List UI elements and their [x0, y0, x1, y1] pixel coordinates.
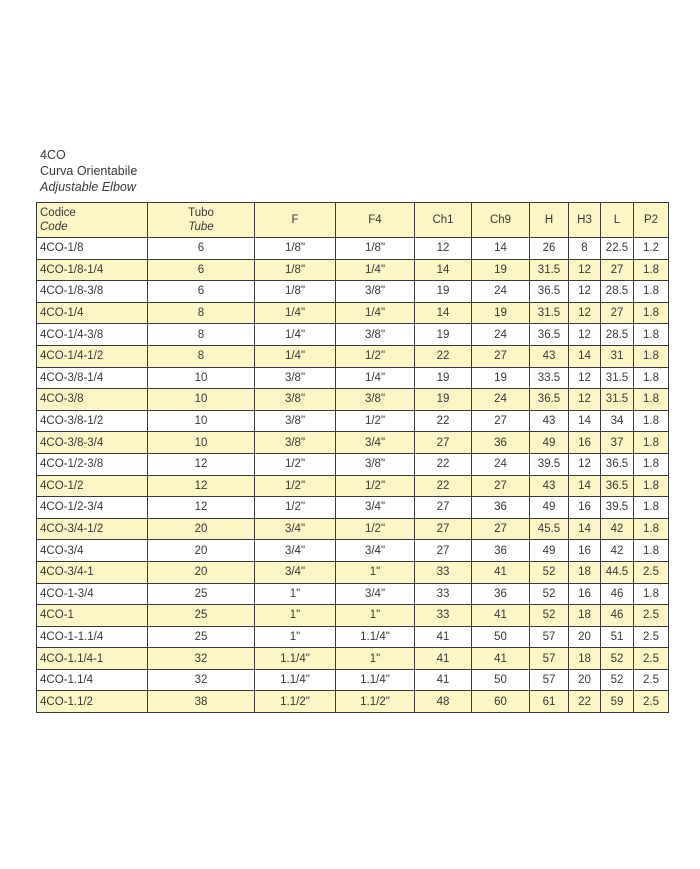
table-row — [37, 518, 669, 540]
cell-h3: 16 — [569, 583, 601, 605]
cell-h3: 8 — [569, 238, 601, 260]
cell-l: 42 — [601, 540, 634, 562]
cell-code: 4CO-1-3/4 — [37, 583, 148, 605]
cell-code: 4CO-1 — [37, 605, 148, 627]
cell-f: 1.1/4" — [255, 669, 336, 691]
cell-f: 3/8" — [255, 432, 336, 454]
cell-h: 49 — [530, 540, 569, 562]
cell-l: 46 — [601, 583, 634, 605]
cell-p2: 1.8 — [634, 432, 669, 454]
cell-f4: 3/8" — [336, 324, 415, 346]
cell-f4: 3/4" — [336, 583, 415, 605]
cell-h3: 12 — [569, 281, 601, 303]
header-code — [37, 203, 148, 238]
cell-code: 4CO-1/4-3/8 — [37, 324, 148, 346]
cell-f4: 1/4" — [336, 367, 415, 389]
table-row — [37, 259, 669, 281]
cell-ch1: 33 — [415, 583, 472, 605]
cell-f4: 1/4" — [336, 259, 415, 281]
cell-h3: 18 — [569, 561, 601, 583]
table-row — [37, 324, 669, 346]
header-p2: P2 — [634, 203, 669, 238]
cell-f4: 1/2" — [336, 345, 415, 367]
cell-tube: 10 — [148, 410, 255, 432]
cell-h: 43 — [530, 410, 569, 432]
cell-tube: 12 — [148, 497, 255, 519]
cell-ch9: 24 — [472, 453, 530, 475]
cell-p2: 1.8 — [634, 453, 669, 475]
cell-code: 4CO-1/8-1/4 — [37, 259, 148, 281]
cell-tube: 10 — [148, 432, 255, 454]
cell-ch9: 27 — [472, 410, 530, 432]
cell-p2: 2.5 — [634, 648, 669, 670]
cell-ch1: 27 — [415, 432, 472, 454]
cell-ch9: 50 — [472, 669, 530, 691]
cell-h: 36.5 — [530, 389, 569, 411]
cell-l: 51 — [601, 626, 634, 648]
cell-code: 4CO-1/8-3/8 — [37, 281, 148, 303]
cell-ch1: 33 — [415, 605, 472, 627]
cell-l: 31.5 — [601, 389, 634, 411]
cell-ch9: 24 — [472, 281, 530, 303]
cell-p2: 2.5 — [634, 626, 669, 648]
cell-h3: 22 — [569, 691, 601, 713]
cell-f4: 1" — [336, 561, 415, 583]
cell-code: 4CO-3/8-3/4 — [37, 432, 148, 454]
cell-h: 49 — [530, 497, 569, 519]
cell-f4: 1.1/2" — [336, 691, 415, 713]
cell-h: 26 — [530, 238, 569, 260]
cell-ch1: 33 — [415, 561, 472, 583]
cell-ch9: 27 — [472, 518, 530, 540]
cell-p2: 2.5 — [634, 561, 669, 583]
cell-tube: 25 — [148, 626, 255, 648]
cell-p2: 1.8 — [634, 345, 669, 367]
cell-code: 4CO-1/2 — [37, 475, 148, 497]
cell-ch9: 36 — [472, 540, 530, 562]
cell-f4: 1.1/4" — [336, 626, 415, 648]
cell-l: 27 — [601, 259, 634, 281]
cell-tube: 20 — [148, 540, 255, 562]
cell-h3: 16 — [569, 432, 601, 454]
cell-l: 34 — [601, 410, 634, 432]
cell-f: 3/8" — [255, 389, 336, 411]
header-f: F — [255, 203, 336, 238]
table-body — [37, 238, 669, 713]
cell-tube: 8 — [148, 345, 255, 367]
cell-h3: 12 — [569, 453, 601, 475]
cell-f: 1/2" — [255, 475, 336, 497]
cell-p2: 1.8 — [634, 389, 669, 411]
cell-h: 39.5 — [530, 453, 569, 475]
cell-ch1: 48 — [415, 691, 472, 713]
cell-ch9: 19 — [472, 259, 530, 281]
cell-h: 49 — [530, 432, 569, 454]
cell-l: 59 — [601, 691, 634, 713]
cell-f4: 1/4" — [336, 302, 415, 324]
cell-p2: 1.8 — [634, 281, 669, 303]
cell-tube: 6 — [148, 281, 255, 303]
cell-ch1: 19 — [415, 281, 472, 303]
cell-tube: 20 — [148, 561, 255, 583]
cell-h: 43 — [530, 345, 569, 367]
dimensions-table — [36, 202, 669, 713]
cell-tube: 12 — [148, 453, 255, 475]
cell-h3: 12 — [569, 367, 601, 389]
cell-ch1: 22 — [415, 453, 472, 475]
cell-f4: 1/8" — [336, 238, 415, 260]
cell-ch1: 27 — [415, 497, 472, 519]
cell-p2: 1.8 — [634, 540, 669, 562]
cell-code: 4CO-1/4 — [37, 302, 148, 324]
cell-h: 36.5 — [530, 281, 569, 303]
cell-ch9: 27 — [472, 475, 530, 497]
cell-f: 1" — [255, 605, 336, 627]
cell-h3: 12 — [569, 259, 601, 281]
cell-p2: 2.5 — [634, 691, 669, 713]
cell-p2: 1.8 — [634, 475, 669, 497]
cell-code: 4CO-1-1.1/4 — [37, 626, 148, 648]
cell-l: 31 — [601, 345, 634, 367]
table-row — [37, 238, 669, 260]
cell-ch9: 14 — [472, 238, 530, 260]
cell-f: 1/8" — [255, 259, 336, 281]
cell-f4: 1/2" — [336, 518, 415, 540]
header-ch1: Ch1 — [415, 203, 472, 238]
header-row — [37, 203, 669, 238]
cell-tube: 6 — [148, 238, 255, 260]
table-row — [37, 345, 669, 367]
cell-h: 33.5 — [530, 367, 569, 389]
cell-tube: 6 — [148, 259, 255, 281]
cell-p2: 2.5 — [634, 605, 669, 627]
cell-ch1: 22 — [415, 410, 472, 432]
cell-h3: 16 — [569, 497, 601, 519]
cell-h: 45.5 — [530, 518, 569, 540]
cell-f4: 3/4" — [336, 540, 415, 562]
table-header — [37, 203, 669, 238]
cell-ch1: 41 — [415, 669, 472, 691]
cell-f: 1/2" — [255, 453, 336, 475]
cell-ch1: 12 — [415, 238, 472, 260]
cell-code: 4CO-1.1/4 — [37, 669, 148, 691]
header-code-english: Code — [40, 221, 68, 233]
cell-f: 3/8" — [255, 367, 336, 389]
cell-p2: 1.8 — [634, 302, 669, 324]
cell-f: 1/4" — [255, 324, 336, 346]
cell-f: 1/2" — [255, 497, 336, 519]
cell-l: 39.5 — [601, 497, 634, 519]
table-row — [37, 626, 669, 648]
cell-f4: 3/4" — [336, 432, 415, 454]
cell-code: 4CO-3/4-1/2 — [37, 518, 148, 540]
table-row — [37, 561, 669, 583]
cell-f: 3/4" — [255, 540, 336, 562]
cell-h3: 18 — [569, 605, 601, 627]
cell-l: 22.5 — [601, 238, 634, 260]
cell-p2: 1.8 — [634, 410, 669, 432]
cell-tube: 25 — [148, 583, 255, 605]
cell-ch9: 24 — [472, 389, 530, 411]
cell-f4: 3/4" — [336, 497, 415, 519]
cell-code: 4CO-1/4-1/2 — [37, 345, 148, 367]
cell-tube: 32 — [148, 648, 255, 670]
cell-h3: 20 — [569, 669, 601, 691]
cell-p2: 1.8 — [634, 259, 669, 281]
cell-f4: 3/8" — [336, 453, 415, 475]
table-row — [37, 540, 669, 562]
cell-f: 1" — [255, 626, 336, 648]
header-h: H — [530, 203, 569, 238]
cell-h3: 12 — [569, 302, 601, 324]
cell-h3: 14 — [569, 345, 601, 367]
cell-f4: 1/2" — [336, 410, 415, 432]
cell-ch1: 19 — [415, 324, 472, 346]
cell-code: 4CO-1/2-3/8 — [37, 453, 148, 475]
cell-tube: 38 — [148, 691, 255, 713]
header-tube-italian: Tubo — [188, 207, 214, 219]
cell-code: 4CO-1/2-3/4 — [37, 497, 148, 519]
cell-p2: 1.8 — [634, 367, 669, 389]
cell-tube: 10 — [148, 367, 255, 389]
cell-h: 52 — [530, 561, 569, 583]
cell-ch1: 41 — [415, 626, 472, 648]
cell-code: 4CO-1/8 — [37, 238, 148, 260]
cell-p2: 1.8 — [634, 518, 669, 540]
cell-f4: 1.1/4" — [336, 669, 415, 691]
cell-l: 37 — [601, 432, 634, 454]
table-row — [37, 475, 669, 497]
cell-ch1: 27 — [415, 518, 472, 540]
cell-ch1: 14 — [415, 259, 472, 281]
cell-h: 52 — [530, 583, 569, 605]
cell-f: 1/4" — [255, 345, 336, 367]
header-ch9: Ch9 — [472, 203, 530, 238]
cell-f: 1/8" — [255, 238, 336, 260]
cell-tube: 12 — [148, 475, 255, 497]
cell-h: 43 — [530, 475, 569, 497]
cell-tube: 8 — [148, 324, 255, 346]
cell-tube: 10 — [148, 389, 255, 411]
cell-h3: 12 — [569, 389, 601, 411]
header-code-italian: Codice — [40, 207, 76, 219]
cell-ch9: 19 — [472, 302, 530, 324]
cell-ch9: 41 — [472, 648, 530, 670]
cell-ch9: 27 — [472, 345, 530, 367]
cell-ch9: 60 — [472, 691, 530, 713]
table-row — [37, 389, 669, 411]
cell-h: 57 — [530, 648, 569, 670]
cell-f: 3/4" — [255, 518, 336, 540]
cell-code: 4CO-3/8-1/4 — [37, 367, 148, 389]
cell-ch9: 24 — [472, 324, 530, 346]
cell-code: 4CO-1.1/4-1 — [37, 648, 148, 670]
table-row — [37, 691, 669, 713]
cell-h3: 14 — [569, 475, 601, 497]
header-tube-english: Tube — [188, 221, 214, 233]
table-row — [37, 648, 669, 670]
cell-h: 31.5 — [530, 302, 569, 324]
cell-ch1: 19 — [415, 389, 472, 411]
cell-p2: 1.8 — [634, 324, 669, 346]
cell-f: 1.1/2" — [255, 691, 336, 713]
cell-h: 61 — [530, 691, 569, 713]
cell-ch9: 19 — [472, 367, 530, 389]
cell-l: 27 — [601, 302, 634, 324]
cell-p2: 1.2 — [634, 238, 669, 260]
cell-code: 4CO-3/4-1 — [37, 561, 148, 583]
cell-f: 1/4" — [255, 302, 336, 324]
cell-code: 4CO-3/8 — [37, 389, 148, 411]
cell-f4: 3/8" — [336, 281, 415, 303]
cell-l: 52 — [601, 648, 634, 670]
cell-ch1: 41 — [415, 648, 472, 670]
table-row — [37, 281, 669, 303]
document-heading — [40, 147, 137, 195]
cell-ch9: 50 — [472, 626, 530, 648]
cell-f: 3/8" — [255, 410, 336, 432]
table-row — [37, 497, 669, 519]
cell-h: 57 — [530, 626, 569, 648]
cell-h3: 12 — [569, 324, 601, 346]
cell-ch9: 41 — [472, 605, 530, 627]
cell-h: 36.5 — [530, 324, 569, 346]
cell-tube: 25 — [148, 605, 255, 627]
cell-h: 52 — [530, 605, 569, 627]
cell-tube: 8 — [148, 302, 255, 324]
cell-l: 42 — [601, 518, 634, 540]
header-h3: H3 — [569, 203, 601, 238]
cell-p2: 1.8 — [634, 497, 669, 519]
cell-code: 4CO-3/8-1/2 — [37, 410, 148, 432]
product-code: 4CO — [40, 148, 66, 162]
cell-ch1: 14 — [415, 302, 472, 324]
cell-ch1: 19 — [415, 367, 472, 389]
table-row — [37, 410, 669, 432]
cell-ch1: 22 — [415, 475, 472, 497]
cell-l: 44.5 — [601, 561, 634, 583]
cell-f: 1" — [255, 583, 336, 605]
cell-p2: 2.5 — [634, 669, 669, 691]
cell-f4: 1" — [336, 648, 415, 670]
header-l: L — [601, 203, 634, 238]
cell-ch9: 36 — [472, 432, 530, 454]
cell-l: 28.5 — [601, 324, 634, 346]
cell-code: 4CO-1.1/2 — [37, 691, 148, 713]
cell-ch1: 22 — [415, 345, 472, 367]
product-name-italian: Curva Orientabile — [40, 164, 138, 178]
cell-h: 31.5 — [530, 259, 569, 281]
cell-f: 1/8" — [255, 281, 336, 303]
table-row — [37, 432, 669, 454]
cell-h: 57 — [530, 669, 569, 691]
cell-f: 3/4" — [255, 561, 336, 583]
cell-tube: 32 — [148, 669, 255, 691]
cell-l: 28.5 — [601, 281, 634, 303]
cell-code: 4CO-3/4 — [37, 540, 148, 562]
cell-tube: 20 — [148, 518, 255, 540]
cell-h3: 20 — [569, 626, 601, 648]
table-row — [37, 605, 669, 627]
cell-ch9: 36 — [472, 497, 530, 519]
table-row — [37, 669, 669, 691]
cell-l: 52 — [601, 669, 634, 691]
cell-f4: 1/2" — [336, 475, 415, 497]
cell-h3: 14 — [569, 410, 601, 432]
product-name-english: Adjustable Elbow — [40, 180, 136, 194]
table-row — [37, 453, 669, 475]
cell-l: 31.5 — [601, 367, 634, 389]
cell-h3: 18 — [569, 648, 601, 670]
cell-ch9: 41 — [472, 561, 530, 583]
cell-h3: 16 — [569, 540, 601, 562]
cell-ch9: 36 — [472, 583, 530, 605]
table-row — [37, 367, 669, 389]
cell-f4: 3/8" — [336, 389, 415, 411]
cell-f4: 1" — [336, 605, 415, 627]
table-row — [37, 583, 669, 605]
header-f4: F4 — [336, 203, 415, 238]
header-tube — [148, 203, 255, 238]
cell-f: 1.1/4" — [255, 648, 336, 670]
table-row — [37, 302, 669, 324]
cell-ch1: 27 — [415, 540, 472, 562]
cell-l: 36.5 — [601, 475, 634, 497]
cell-p2: 1.8 — [634, 583, 669, 605]
cell-h3: 14 — [569, 518, 601, 540]
cell-l: 46 — [601, 605, 634, 627]
cell-l: 36.5 — [601, 453, 634, 475]
